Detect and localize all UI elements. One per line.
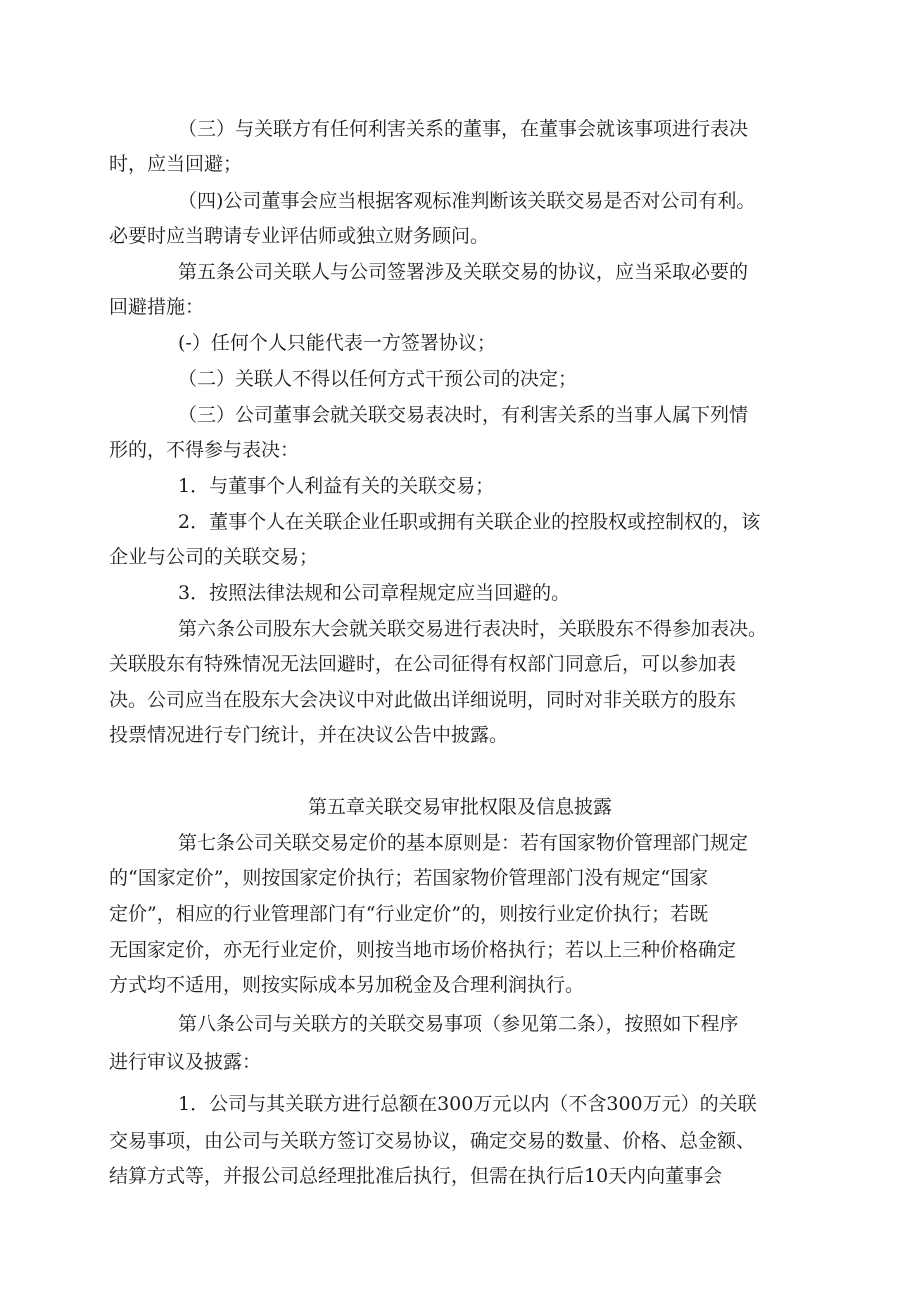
- text-line: 第六条公司股东大会就关联交易进行表决时，关联股东不得参加表决。: [178, 618, 768, 640]
- text-line: 方式均不适用，则按实际成本另加税金及合理利润执行。: [109, 974, 585, 996]
- text-line: 结算方式等，并报公司总经理批准后执行，但需在执行后10天内向董事会: [109, 1165, 723, 1187]
- text-line: 交易事项，由公司与关联方签订交易协议，确定交易的数量、价格、总金额、: [109, 1130, 756, 1152]
- text-line: （三）与关联方有任何利害关系的董事，在董事会就该事项进行表决: [178, 118, 749, 140]
- text-line: 3．按照法律法规和公司章程规定应当回避的。: [178, 582, 571, 604]
- text-line: 决。公司应当在股东大会决议中对此做出详细说明，同时对非关联方的股东: [109, 689, 737, 711]
- text-line: 第七条公司关联交易定价的基本原则是：若有国家物价管理部门规定: [178, 832, 749, 854]
- text-line: （四)公司董事会应当根据客观标准判断该关联交易是否对公司有利。: [178, 190, 756, 212]
- text-line: 第八条公司与关联方的关联交易事项（参见第二条），按照如下程序: [178, 1013, 739, 1035]
- text-line: 必要时应当聘请专业评估师或独立财务顾问。: [109, 225, 490, 247]
- text-line: (-）任何个人只能代表一方签署协议；: [178, 332, 496, 354]
- text-line: 定价”，相应的行业管理部门有“行业定价”的，则按行业定价执行；若既: [109, 903, 709, 925]
- text-line: 第五条公司关联人与公司签署涉及关联交易的协议，应当采取必要的: [178, 261, 749, 283]
- text-line: （二）关联人不得以任何方式干预公司的决定；: [178, 368, 578, 390]
- text-line: 关联股东有特殊情况无法回避时，在公司征得有权部门同意后，可以参加表: [109, 653, 737, 675]
- text-line: 2．董事个人在关联企业任职或拥有关联企业的控股权或控制权的，该: [178, 511, 761, 533]
- text-line: 无国家定价，亦无行业定价，则按当地市场价格执行；若以上三种价格确定: [109, 939, 737, 961]
- text-line: 进行审议及披露：: [109, 1051, 262, 1073]
- chapter-heading: 第五章关联交易审批权限及信息披露: [307, 796, 612, 818]
- text-line: （三）公司董事会就关联交易表决时，有利害关系的当事人属下列情: [178, 404, 749, 426]
- text-line: 投票情况进行专门统计，并在决议公告中披露。: [109, 724, 509, 746]
- text-line: 形的，不得参与表决：: [109, 439, 300, 461]
- text-line: 1．与董事个人利益有关的关联交易；: [178, 475, 495, 497]
- text-line: 时，应当回避；: [109, 153, 243, 175]
- text-line: 企业与公司的关联交易；: [109, 546, 319, 568]
- text-line: 的“国家定价”，则按国家定价执行；若国家物价管理部门没有规定“国家: [109, 867, 709, 889]
- text-line: 1．公司与其关联方进行总额在300万元以内（不含300万元）的关联: [178, 1093, 757, 1115]
- text-line: 回避措施：: [109, 296, 205, 318]
